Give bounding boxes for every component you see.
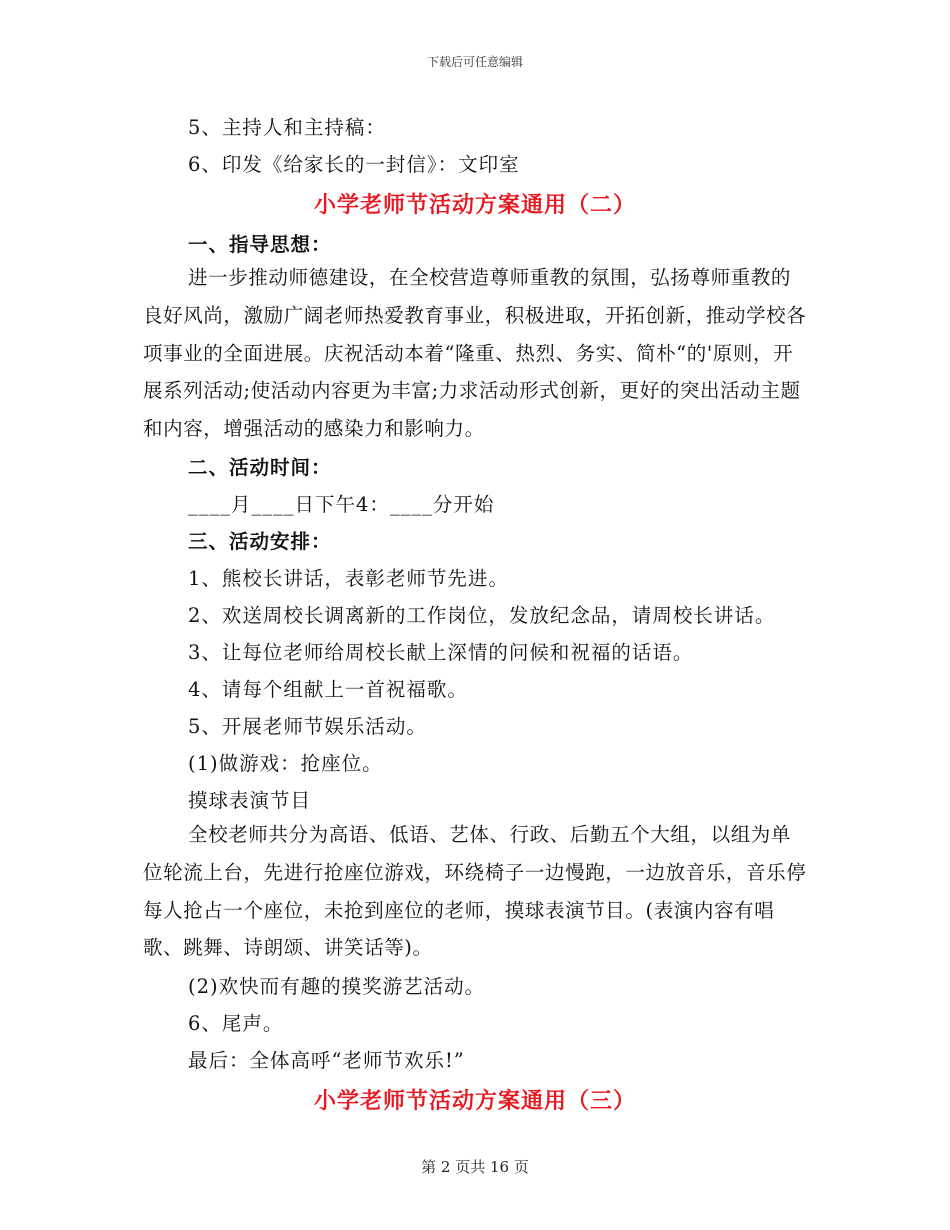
game-item-1-subtitle: 摸球表演节目 — [188, 789, 312, 812]
game-item-1: (1)做游戏：抢座位。 — [188, 752, 383, 775]
heading-activity-time: 二、活动时间： — [188, 456, 332, 479]
section-title-3: 小学老师节活动方案通用（三） — [313, 1088, 636, 1114]
arrangement-item-5: 5、开展老师节娱乐活动。 — [188, 715, 427, 738]
item-host-script: 5、主持人和主持稿： — [188, 116, 386, 139]
heading-activity-arrangement: 三、活动安排： — [188, 530, 332, 553]
arrangement-item-4: 4、请每个组献上一首祝福歌。 — [188, 678, 468, 701]
arrangement-item-3: 3、让每位老师给周校长献上深情的问候和祝福的话语。 — [188, 641, 694, 664]
heading-guiding-idea: 一、指导思想： — [188, 233, 332, 256]
section-title-2: 小学老师节活动方案通用（二） — [313, 192, 636, 218]
closing-line: 最后：全体高呼“老师节欢乐!” — [188, 1049, 465, 1072]
page-header-note: 下载后可任意编辑 — [426, 55, 523, 69]
page-footer-info: 第 2 页共 16 页 — [421, 1158, 529, 1176]
arrangement-item-1: 1、熊校长讲话，表彰老师节先进。 — [188, 567, 509, 590]
activity-time-text: ____月____日下午4：____分开始 — [188, 493, 495, 516]
item-parent-letter: 6、印发《给家长的一封信》：文印室 — [188, 153, 520, 176]
paragraph-game-description: 全校老师共分为高语、低语、艺体、行政、后勤五个大组，以组为单位轮流上台，先进行抢座位游戏，环绕椅子一边慢跑，一边放音乐，音乐停每人抢占一个座位，未抢到座位的老师，摸球表演节目。(表演内容有唱歌、跳舞、诗朗颂、讲笑话等)。 — [143, 823, 807, 960]
arrangement-item-6: 6、尾声。 — [188, 1012, 284, 1035]
arrangement-item-2: 2、欢送周校长调离新的工作岗位，发放纪念品，请周校长讲话。 — [188, 604, 776, 627]
game-item-2: (2)欢快而有趣的摸奖游艺活动。 — [188, 975, 486, 998]
paragraph-guiding-idea: 进一步推动师德建设，在全校营造尊师重教的氛围，弘扬尊师重教的良好风尚，激励广阔老师热爱教育事业，积极进取，开拓创新，推动学校各项事业的全面进展。庆祝活动本着“隆重、热烈、务实、简朴“的'原则，开展系列活动;使活动内容更为丰富;力求活动形式创新，更好的突出活动主题和内容，增强活动的感染力和影响力。 — [143, 266, 807, 441]
